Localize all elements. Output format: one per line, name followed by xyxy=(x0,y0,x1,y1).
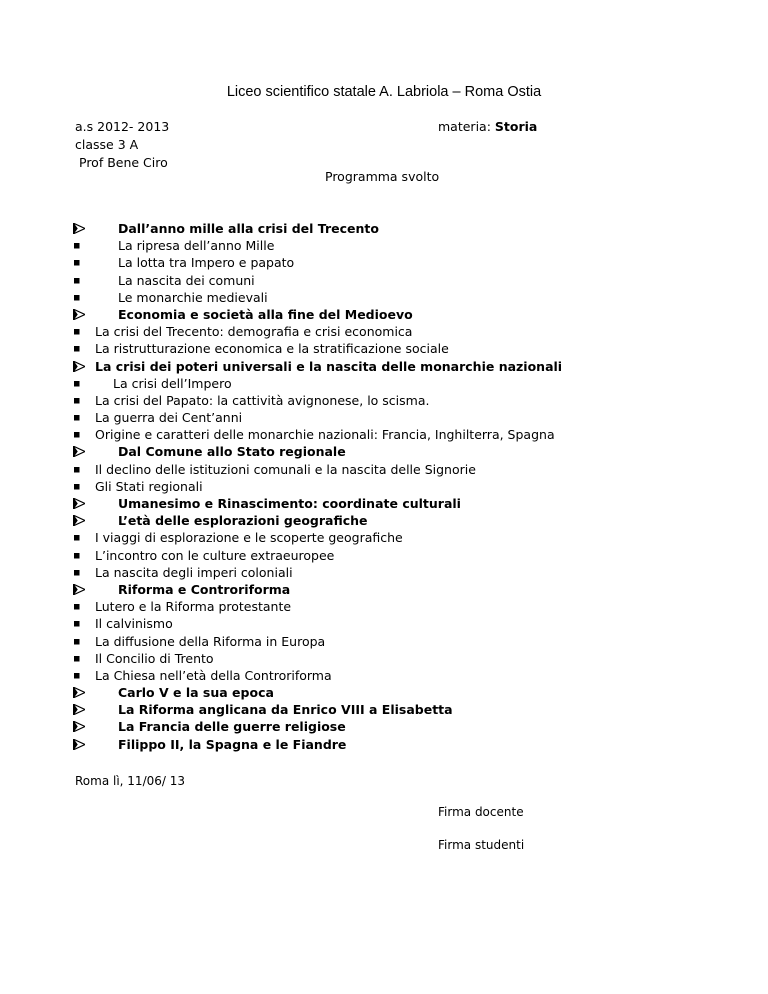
square-bullet-icon xyxy=(73,547,87,564)
arrow-bullet-icon xyxy=(73,358,87,375)
square-bullet-icon xyxy=(73,254,87,271)
topic-text: Il Concilio di Trento xyxy=(95,650,214,666)
topic-text: La crisi dell’Impero xyxy=(113,375,232,391)
section-title: Dall’anno mille alla crisi del Trecento xyxy=(118,221,379,236)
topic-text: La Chiesa nell’età della Controriforma xyxy=(95,667,332,683)
topic-text: Le monarchie medievali xyxy=(118,289,268,305)
arrow-bullet-icon xyxy=(73,736,87,753)
square-bullet-icon xyxy=(73,633,87,650)
square-bullet-icon xyxy=(73,529,87,546)
square-bullet-icon xyxy=(73,323,87,340)
arrow-bullet-icon xyxy=(73,581,87,598)
arrow-bullet-icon xyxy=(73,495,87,512)
school-title: Liceo scientifico statale A. Labriola – Roma Ostia xyxy=(226,84,542,100)
topic-text: Lutero e la Riforma protestante xyxy=(95,599,292,615)
topic-text: La ripresa dell’anno Mille xyxy=(118,238,275,254)
section-title: Filippo II, la Spagna e le Fiandre xyxy=(118,736,347,752)
subject xyxy=(438,118,537,136)
square-bullet-icon xyxy=(73,289,87,306)
square-bullet-icon xyxy=(73,667,87,684)
topic-text: La crisi del Trecento: demografia e crisi economica xyxy=(95,324,413,340)
square-bullet-icon xyxy=(73,272,87,289)
subject-label: materia: xyxy=(438,119,495,134)
subject-value: Storia xyxy=(494,119,538,134)
square-bullet-icon xyxy=(73,340,87,357)
topic-text: Gli Stati regionali xyxy=(95,478,203,494)
square-bullet-icon xyxy=(73,237,87,254)
topic-text: La guerra dei Cent’anni xyxy=(95,410,243,426)
topic-text: L’incontro con le culture extraeuropee xyxy=(95,547,335,563)
arrow-bullet-icon xyxy=(73,718,87,735)
square-bullet-icon xyxy=(73,564,87,581)
square-bullet-icon xyxy=(73,409,87,426)
section-title: L’età delle esplorazioni geografiche xyxy=(118,513,368,529)
square-bullet-icon xyxy=(73,375,87,392)
teacher-name: Prof Bene Ciro xyxy=(79,155,168,170)
square-bullet-icon xyxy=(73,615,87,632)
section-title: Riforma e Controriforma xyxy=(118,581,291,597)
header-info xyxy=(75,118,169,172)
topic-text: La nascita dei comuni xyxy=(118,272,255,288)
arrow-bullet-icon xyxy=(73,220,87,237)
topic-text: La crisi del Papato: la cattività avignonese, lo scisma. xyxy=(95,392,430,408)
section-title: La crisi dei poteri universali e la nascita delle monarchie nazionali xyxy=(95,358,563,374)
section-title: Umanesimo e Rinascimento: coordinate culturali xyxy=(118,496,461,511)
square-bullet-icon xyxy=(73,461,87,478)
square-bullet-icon xyxy=(73,650,87,667)
date-line: Roma lì, 11/06/ 13 xyxy=(75,774,186,788)
topic-text: I viaggi di esplorazione e le scoperte geografiche xyxy=(95,530,403,546)
topic-text: Il declino delle istituzioni comunali e la nascita delle Signorie xyxy=(95,461,476,477)
topic-text: Origine e caratteri delle monarchie nazionali: Francia, Inghilterra, Spagna xyxy=(95,427,555,443)
arrow-bullet-icon xyxy=(73,684,87,701)
teacher-signature-label: Firma docente xyxy=(438,805,524,819)
square-bullet-icon xyxy=(73,392,87,409)
class-label: classe 3 A xyxy=(75,137,139,152)
section-title: La Riforma anglicana da Enrico VIII a Elisabetta xyxy=(118,702,453,718)
student-signature-label: Firma studenti xyxy=(438,838,525,852)
topic-text: La diffusione della Riforma in Europa xyxy=(95,633,326,649)
section-title: Carlo V e la sua epoca xyxy=(118,685,274,701)
arrow-bullet-icon xyxy=(73,443,87,460)
section-title: Dal Comune allo Stato regionale xyxy=(118,444,346,460)
topic-text: La lotta tra Impero e papato xyxy=(118,255,295,271)
arrow-bullet-icon xyxy=(73,701,87,718)
square-bullet-icon xyxy=(73,598,87,615)
arrow-bullet-icon xyxy=(73,306,87,323)
section-title: La Francia delle guerre religiose xyxy=(118,719,346,735)
topic-text: La nascita degli imperi coloniali xyxy=(95,564,293,580)
page-heading: Programma svolto xyxy=(325,169,440,184)
square-bullet-icon xyxy=(73,426,87,443)
arrow-bullet-icon xyxy=(73,512,87,529)
section-title: Economia e società alla fine del Medioevo xyxy=(118,306,413,322)
topic-text: La ristrutturazione economica e la stratificazione sociale xyxy=(95,341,449,357)
school-year: a.s 2012- 2013 xyxy=(75,119,170,134)
topic-text: Il calvinismo xyxy=(95,616,173,632)
square-bullet-icon xyxy=(73,478,87,495)
